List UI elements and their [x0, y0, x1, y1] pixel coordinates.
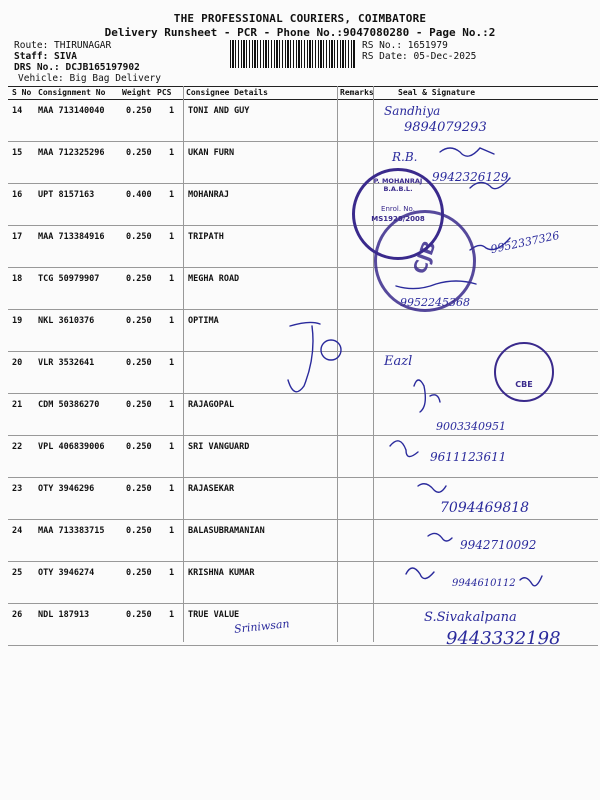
row-sno: 23 [12, 484, 23, 494]
row-consignee: OPTIMA [188, 316, 219, 326]
row-sno: 26 [12, 610, 23, 620]
row-consignment: NKL 3610376 [38, 316, 95, 326]
handwritten-phone: 9952337326 [489, 228, 561, 257]
rs-date: RS Date: 05-Dec-2025 [362, 51, 477, 62]
handwritten-phone: 9611123611 [430, 450, 507, 464]
col-seal: Seal & Signature [398, 88, 476, 97]
drs-number: DRS No.: DCJB165197902 [14, 62, 140, 73]
seal-text: CJB [409, 238, 441, 277]
row-weight: 0.250 [126, 358, 152, 368]
row-pcs: 1 [169, 106, 175, 116]
vehicle-label: Vehicle: Big Bag Delivery [18, 73, 161, 84]
row-pcs: 1 [169, 358, 175, 368]
row-consignment: MAA 713140040 [38, 106, 105, 116]
handwritten-phone: 9942710092 [460, 538, 537, 552]
row-consignee: RAJASEKAR [188, 484, 235, 494]
row-consignee: RAJAGOPAL [188, 400, 235, 410]
col-sno: S No [12, 88, 32, 97]
handwritten-name: Eazl [384, 354, 413, 369]
row-consignee: MOHANRAJ [188, 190, 229, 200]
handwritten-phone: 9003340951 [436, 420, 506, 433]
col-consignment: Consignment No [38, 88, 106, 97]
row-consignee: SRI VANGUARD [188, 442, 250, 452]
row-consignment: MAA 713384916 [38, 232, 105, 242]
row-pcs: 1 [169, 442, 175, 452]
row-consignee: MEGHA ROAD [188, 274, 240, 284]
row-weight: 0.250 [126, 526, 152, 536]
row-pcs: 1 [169, 232, 175, 242]
row-weight: 0.250 [126, 442, 152, 452]
row-sno: 25 [12, 568, 23, 578]
row-pcs: 1 [169, 568, 175, 578]
row-weight: 0.250 [126, 610, 152, 620]
row-consignee: UKAN FURN [188, 148, 235, 158]
col-remarks: Remarks [340, 88, 374, 97]
row-sno: 24 [12, 526, 23, 536]
handwritten-phone: 9443332198 [446, 628, 561, 649]
handwritten-name: Sriniwsan [233, 617, 291, 636]
row-consignee: TONI AND GUY [188, 106, 250, 116]
row-consignee: TRIPATH [188, 232, 224, 242]
row-consignment: CDM 50386270 [38, 400, 100, 410]
cbe-seal [494, 342, 554, 402]
company-seal [374, 210, 476, 312]
row-consignee: KRISHNA KUMAR [188, 568, 255, 578]
runsheet-title: THE PROFESSIONAL COURIERS, COIMBATORE [173, 12, 427, 25]
row-weight: 0.250 [126, 400, 152, 410]
handwritten-name: R.B. [392, 150, 418, 164]
row-sno: 20 [12, 358, 23, 368]
row-consignee: TRUE VALUE [188, 610, 240, 620]
row-consignment: VPL 406839006 [38, 442, 105, 452]
row-sno: 21 [12, 400, 23, 410]
row-sno: 17 [12, 232, 23, 242]
handwritten-phone: 9894079293 [404, 120, 487, 135]
row-pcs: 1 [169, 274, 175, 284]
row-weight: 0.250 [126, 316, 152, 326]
row-weight: 0.250 [126, 232, 152, 242]
staff-label: Staff: SIVA [14, 51, 77, 62]
row-pcs: 1 [169, 484, 175, 494]
row-consignment: NDL 187913 [38, 610, 90, 620]
row-sno: 19 [12, 316, 23, 326]
row-consignment: MAA 713383715 [38, 526, 105, 536]
handwritten-phone: 7094469818 [440, 500, 530, 516]
row-weight: 0.250 [126, 106, 152, 116]
row-weight: 0.250 [126, 148, 152, 158]
row-pcs: 1 [169, 148, 175, 158]
row-consignment: OTY 3946296 [38, 484, 95, 494]
row-pcs: 1 [169, 526, 175, 536]
col-pcs: PCS [157, 88, 172, 97]
row-pcs: 1 [169, 400, 175, 410]
row-sno: 16 [12, 190, 23, 200]
row-consignment: OTY 3946274 [38, 568, 95, 578]
row-pcs: 1 [169, 316, 175, 326]
seal-text: Enrol. No. [381, 205, 415, 213]
row-consignment: TCG 50979907 [38, 274, 100, 284]
handwritten-name: S.Sivakalpana [424, 610, 517, 625]
row-sno: 18 [12, 274, 23, 284]
row-weight: 0.250 [126, 484, 152, 494]
seal-text: P. MOHANRAJ B.A.B.L. [373, 177, 423, 193]
handwritten-name: Sandhiya [384, 104, 441, 118]
row-weight: 0.250 [126, 274, 152, 284]
row-consignment: VLR 3532641 [38, 358, 95, 368]
row-consignee: BALASUBRAMANIAN [188, 526, 265, 536]
rs-number: RS No.: 1651979 [362, 40, 448, 51]
row-consignment: MAA 712325296 [38, 148, 105, 158]
row-weight: 0.400 [126, 190, 152, 200]
col-consignee: Consignee Details [186, 88, 268, 97]
handwritten-phone: 9952245368 [400, 296, 470, 309]
handwritten-phone: 9944610112 [452, 578, 516, 589]
seal-text: MS1928/2008 [371, 215, 425, 223]
row-sno: 22 [12, 442, 23, 452]
row-pcs: 1 [169, 610, 175, 620]
row-consignment: UPT 8157163 [38, 190, 95, 200]
runsheet-subtitle: Delivery Runsheet - PCR - Phone No.:9047080280 - Page No.:2 [104, 26, 496, 39]
row-weight: 0.250 [126, 568, 152, 578]
row-sno: 14 [12, 106, 23, 116]
handwritten-phone: 9942326129 [432, 170, 509, 184]
col-weight: Weight [122, 88, 151, 97]
row-sno: 15 [12, 148, 23, 158]
seal-text: CBE [515, 380, 533, 389]
route-label: Route: THIRUNAGAR [14, 40, 112, 51]
row-pcs: 1 [169, 190, 175, 200]
